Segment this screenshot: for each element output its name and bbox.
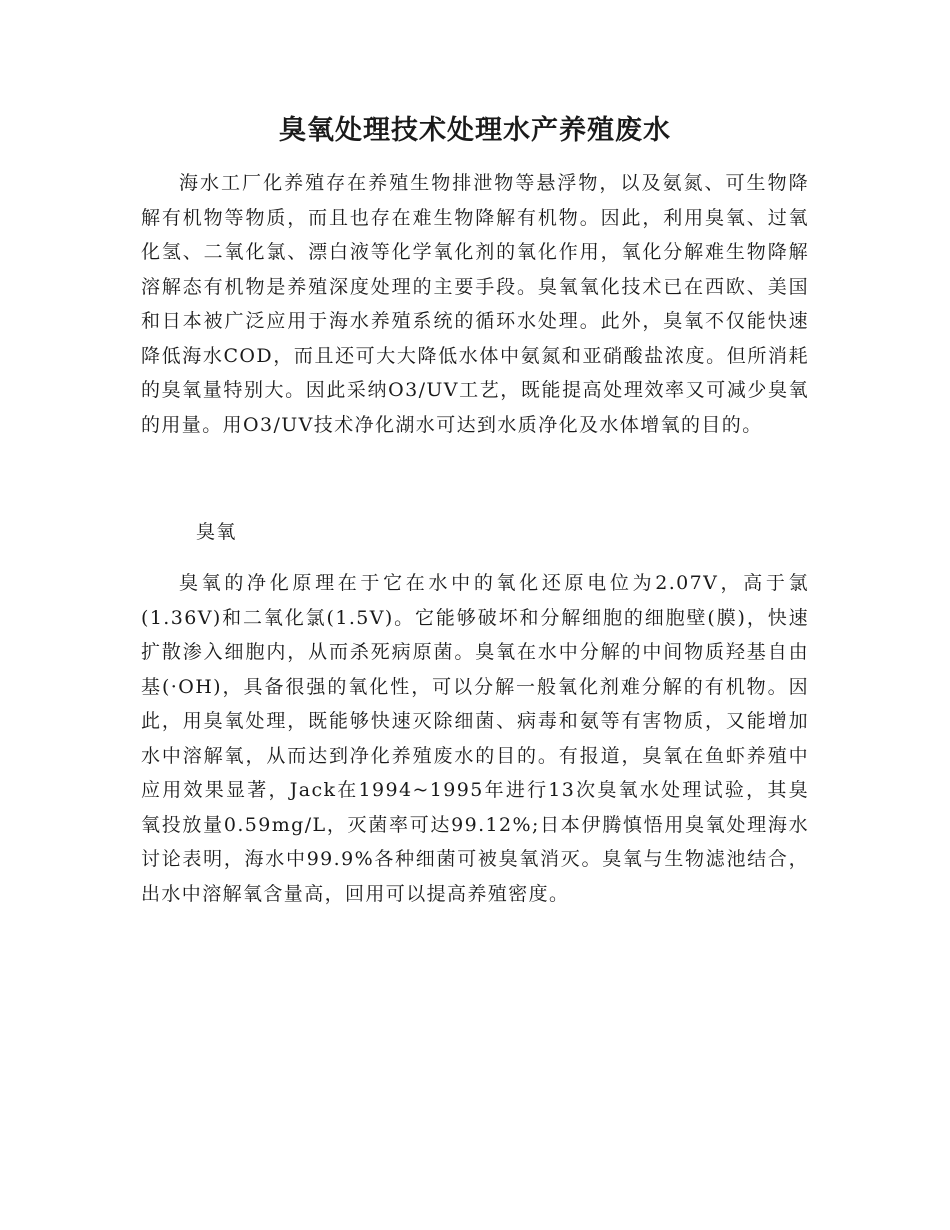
paragraph-intro: 海水工厂化养殖存在养殖生物排泄物等悬浮物，以及氨氮、可生物降解有机物等物质，而且也存在难生物降解有机物。因此，利用臭氧、过氧化氢、二氧化氯、漂白液等化学氧化剂的氧化作用，氧化分解难生物降解溶解态有机物是养殖深度处理的主要手段。臭氧氧化技术已在西欧、美国和日本被广泛应用于海水养殖系统的循环水处理。此外，臭氧不仅能快速降低海水COD，而且还可大大降低水体中氨氮和亚硝酸盐浓度。但所消耗的臭氧量特别大。因此采纳O3/UV工艺，既能提高处理效率又可减少臭氧的用量。用O3/UV技术净化湖水可达到水质净化及水体增氧的目的。 xyxy=(141,172,809,436)
section-heading: 臭氧 xyxy=(196,521,237,543)
paragraph-ozone-principle: 臭氧的净化原理在于它在水中的氧化还原电位为2.07V，高于氯(1.36V)和二氧化氯(1.5V)。它能够破坏和分解细胞的细胞壁(膜)，快速扩散渗入细胞内，从而杀死病原菌。臭氧在水中分解的中间物质羟基自由基(·OH)，具备很强的氧化性，可以分解一般氧化剂难分解的有机物。因此，用臭氧处理，既能够快速灭除细菌、病毒和氨等有害物质，又能增加水中溶解氧，从而达到净化养殖废水的目的。有报道，臭氧在鱼虾养殖中应用效果显著，Jack在1994~1995年进行13次臭氧水处理试验，其臭氧投放量0.59mg/L，灭菌率可达99.12%;日本伊腾慎悟用臭氧处理海水讨论表明，海水中99.9%各种细菌可被臭氧消灭。臭氧与生物滤池结合，出水中溶解氧含量高，回用可以提高养殖密度。 xyxy=(141,572,809,905)
document-title: 臭氧处理技术处理水产养殖废水 xyxy=(279,115,671,146)
